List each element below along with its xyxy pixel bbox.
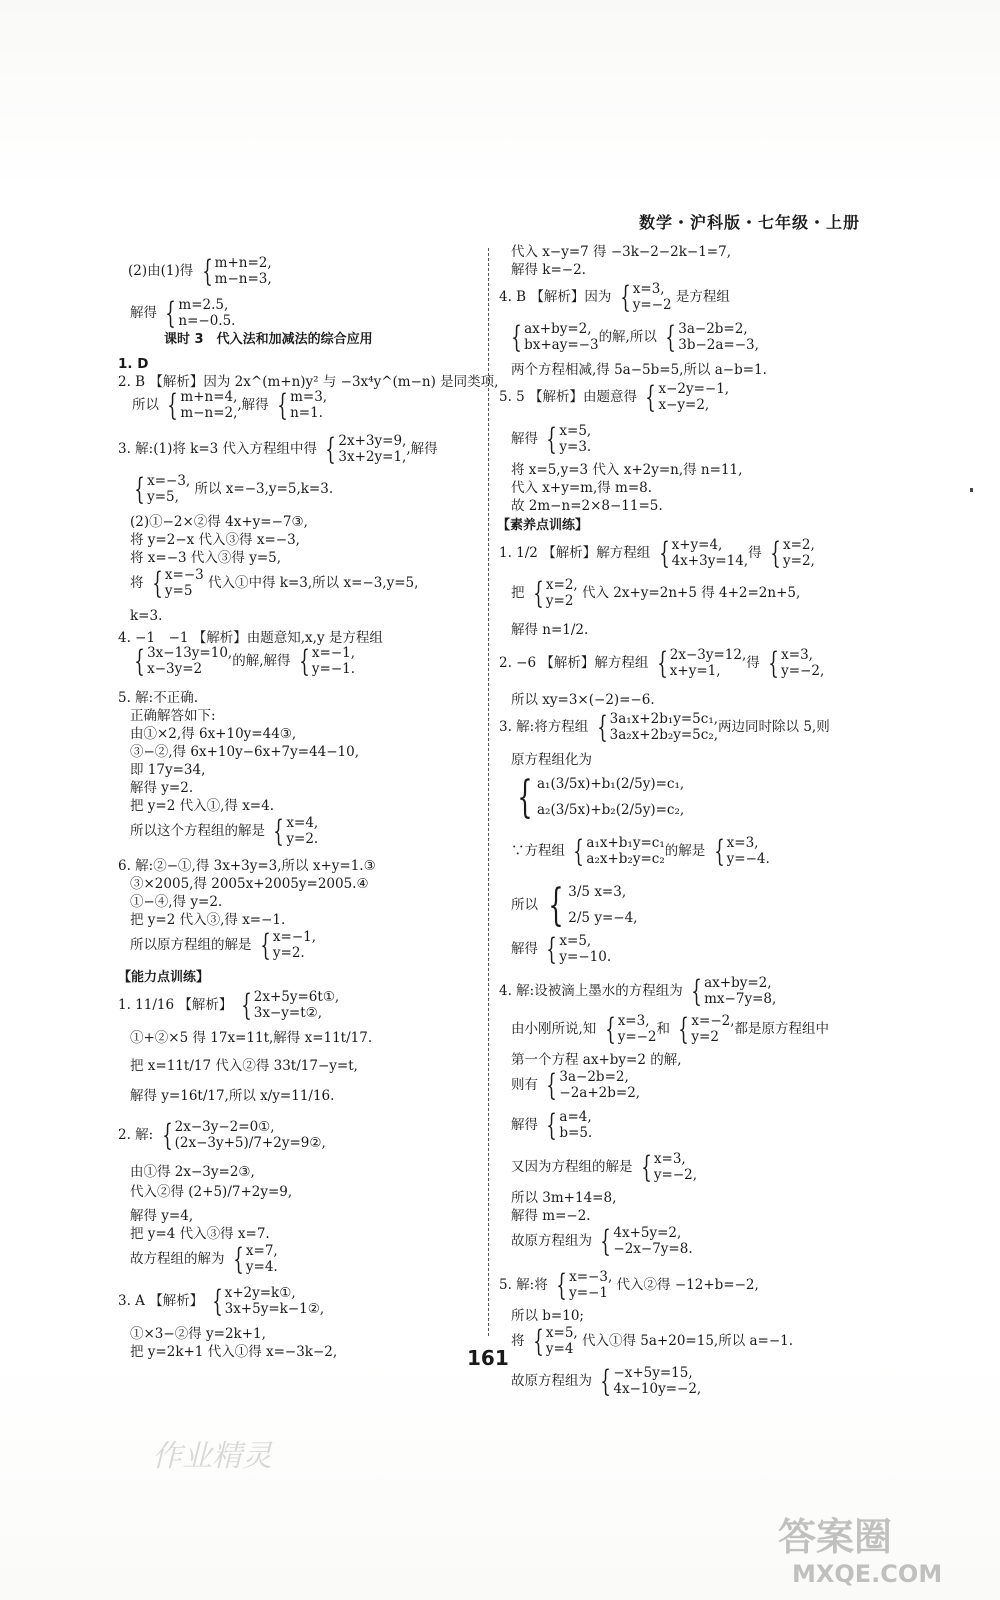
text-line: { 3x−13y=10, x−3y=2 的解,解得 { x=−1, y=−1. — [134, 643, 356, 679]
text-line: 把 x=11t/17 代入②得 33t/17−y=t, — [130, 1058, 358, 1074]
text-line: 解得 m=−2. — [511, 1208, 591, 1224]
text-line: ∵方程组 { a₁x+b₁y=c₁ a₂x+b₂y=c₂ 的解是 { x=3, y=−4. — [511, 833, 770, 869]
answer-line: 3. A 【解析】 { x+2y=k①, 3x+5y=k−1②, — [118, 1283, 325, 1319]
text-line: { a₁(3/5x)+b₁(2/5y)=c₁, a₂(3/5x)+b₂(2/5y)=c₂, — [517, 771, 685, 823]
answer-line: 3. 解:(1)将 k=3 代入方程组中得 { 2x+3y=9, 3x+2y=1, ,解得 — [118, 431, 438, 467]
answer-line: 2. 解: { 2x−3y−2=0①, (2x−3y+5)/7+2y=9②, — [118, 1117, 326, 1153]
answer-line: 1. 1/2 【解析】解方程组 { x+y=4, 4x+3y=14, 得 { x=2, y=2, — [499, 535, 815, 571]
watermark-text: 答案圈 — [778, 1515, 893, 1559]
text-line: 把 y=2k+1 代入①得 x=−3k−2, — [130, 1344, 338, 1360]
section-heading: 课时 3 代入法和加减法的综合应用 — [164, 332, 373, 347]
text-line: 所以 { 3/5 x=3, 2/5 y=−4, — [511, 879, 638, 931]
text-line: 将 x=−3 代入③得 y=5, — [130, 550, 282, 566]
text-line: 把 { x=2, y=2 代入 2x+y=2n+5 得 4+2=2n+5, — [511, 575, 801, 611]
text-line: 即 17y=34, — [130, 762, 206, 778]
text-line: 代入②得 (2+5)/7+2y=9, — [130, 1184, 293, 1200]
text-line: k=3. — [130, 608, 163, 624]
stamp-text: 作业精灵 — [152, 1439, 272, 1474]
text-line: 将 { x=−3 y=5 代入①中得 k=3,所以 x=−3,y=5, — [130, 565, 419, 601]
answer-line: 5. 解:将 { x=−3, y=−1 代入②得 −12+b=−2, — [499, 1267, 759, 1303]
text-line: 解得 n=1/2. — [511, 622, 589, 638]
answer-line: 5. 解:不正确. — [118, 690, 199, 706]
text-line: ③−②,得 6x+10y−6x+7y=44−10, — [130, 744, 360, 760]
answer-line: 6. 解:②−①,得 3x+3y=3,所以 x+y=1.③ — [118, 858, 376, 874]
text-line: 所以原方程组的解是 { x=−1, y=2. — [130, 927, 317, 963]
text-line: 正确解答如下: — [130, 708, 216, 724]
text-line: 代入 x−y=7 得 −3k−2−2k−1=7, — [511, 244, 731, 260]
text-line: 所以 { m+n=4, m−n=2, ,解得 { m=3, n=1. — [132, 387, 328, 423]
section-heading: 【素养点训练】 — [497, 518, 589, 533]
text-line: 由①得 2x−3y=2③, — [130, 1164, 255, 1180]
text-line: 故原方程组为 { 4x+5y=2, −2x−7y=8. — [511, 1223, 693, 1259]
text-line: 故原方程组为 { −x+5y=15, 4x−10y=−2, — [511, 1363, 702, 1399]
text-line: 由①×2,得 6x+10y=44③, — [130, 726, 297, 742]
answer-line: 2. −6 【解析】解方程组 { 2x−3y=12, x+y=1, 得 { x=3, y=−2, — [499, 645, 825, 681]
text-line: 由小刚所说,知 { x=3, y=−2 和 { x=−2, y=2 都是原方程组中 — [511, 1011, 830, 1047]
text-line: (2)由(1)得 { m+n=2, m−n=3, — [128, 253, 272, 289]
text-line: 解得 { a=4, b=5. — [511, 1107, 593, 1143]
text-line: 把 y=2 代入③,得 x=−1. — [130, 912, 286, 928]
text-line: ①+②×5 得 17x=11t,解得 x=11t/17. — [130, 1030, 373, 1046]
text-line: 所以 xy=3×(−2)=−6. — [511, 692, 655, 708]
section-heading: 【能力点训练】 — [118, 970, 210, 985]
page-number: 161 — [467, 1346, 509, 1370]
text-line: ①×3−②得 y=2k+1, — [130, 1326, 266, 1342]
answer-line: 3. 解:将方程组 { 3a₁x+2b₁y=5c₁, 3a₂x+2b₂y=5c₂, 两边同时除以 5,则 — [499, 709, 830, 745]
answer-line: 2. B 【解析】因为 2x^(m+n)y² 与 −3x⁴y^(m−n) 是同类项, — [118, 374, 499, 390]
answer-line: 1. D — [118, 356, 149, 372]
watermark-logo — [772, 1506, 982, 1588]
text-line: 解得 y=16t/17,所以 x/y=11/16. — [130, 1088, 335, 1104]
text-line: ③×2005,得 2005x+2005y=2005.④ — [130, 876, 369, 892]
text-line: 将 { x=5, y=4 代入①得 5a+20=15,所以 a=−1. — [511, 1323, 794, 1359]
text-line: 故 2m−n=2×8−11=5. — [511, 498, 663, 514]
watermark-url: MXQE.COM — [792, 1560, 943, 1588]
text-line: 将 x=5,y=3 代入 x+2y=n,得 n=11, — [511, 462, 743, 478]
text-line: 两个方程相减,得 5a−5b=5,所以 a−b=1. — [511, 362, 767, 378]
text-line: 解得 y=2. — [130, 780, 194, 796]
stamp-logo — [148, 1432, 298, 1478]
text-line: 所以 b=10; — [511, 1308, 584, 1324]
text-line: 故方程组的解为 { x=7, y=4. — [130, 1241, 278, 1277]
text-line: 解得 k=−2. — [511, 262, 586, 278]
scan-speck — [970, 488, 973, 492]
text-line: 原方程组化为 — [511, 752, 592, 768]
text-line: 把 y=2 代入①,得 x=4. — [130, 798, 274, 814]
text-line: { ax+by=2, bx+ay=−3 的解,所以 { 3a−2b=2, 3b−2a=−3, — [511, 319, 759, 355]
text-line: ①−④,得 y=2. — [130, 894, 223, 910]
text-line: 解得 { m=2.5, n=−0.5. — [130, 295, 236, 331]
answer-line: 4. −1 −1 【解析】由题意知,x,y 是方程组 — [118, 630, 383, 646]
answer-line: 4. B 【解析】因为 { x=3, y=−2 是方程组 — [499, 279, 730, 315]
text-line: { x=−3, y=5, 所以 x=−3,y=5,k=3. — [134, 471, 334, 507]
column-divider — [488, 248, 489, 1336]
text-line: 将 y=2−x 代入③得 x=−3, — [130, 532, 300, 548]
answer-line: 4. 解:设被滴上墨水的方程组为 { ax+by=2, mx−7y=8, — [499, 973, 777, 1009]
page-header: 数学・沪科版・七年级・上册 — [638, 213, 860, 232]
text-line: (2)①−2×②得 4x+y=−7③, — [130, 514, 308, 530]
text-line: 解得 { x=5, y=3. — [511, 421, 592, 457]
text-line: 解得 y=4, — [130, 1208, 194, 1224]
text-line: 所以 3m+14=8, — [511, 1190, 617, 1206]
answer-line: 5. 5 【解析】由题意得 { x−2y=−1, x−y=2, — [499, 379, 730, 415]
text-line: 代入 x+y=m,得 m=8. — [511, 480, 653, 496]
text-line: 第一个方程 ax+by=2 的解, — [511, 1052, 682, 1068]
text-line: 解得 { x=5, y=−10. — [511, 931, 612, 967]
text-line: 又因为方程组的解是 { x=3, y=−2, — [511, 1149, 698, 1185]
text-line: 则有 { 3a−2b=2, −2a+2b=2, — [511, 1067, 641, 1103]
answer-line: 1. 11/16 【解析】 { 2x+5y=6t①, 3x−y=t②, — [118, 987, 340, 1023]
text-line: 把 y=4 代入③得 x=7. — [130, 1226, 270, 1242]
text-line: 所以这个方程组的解是 { x=4, y=2. — [130, 813, 319, 849]
